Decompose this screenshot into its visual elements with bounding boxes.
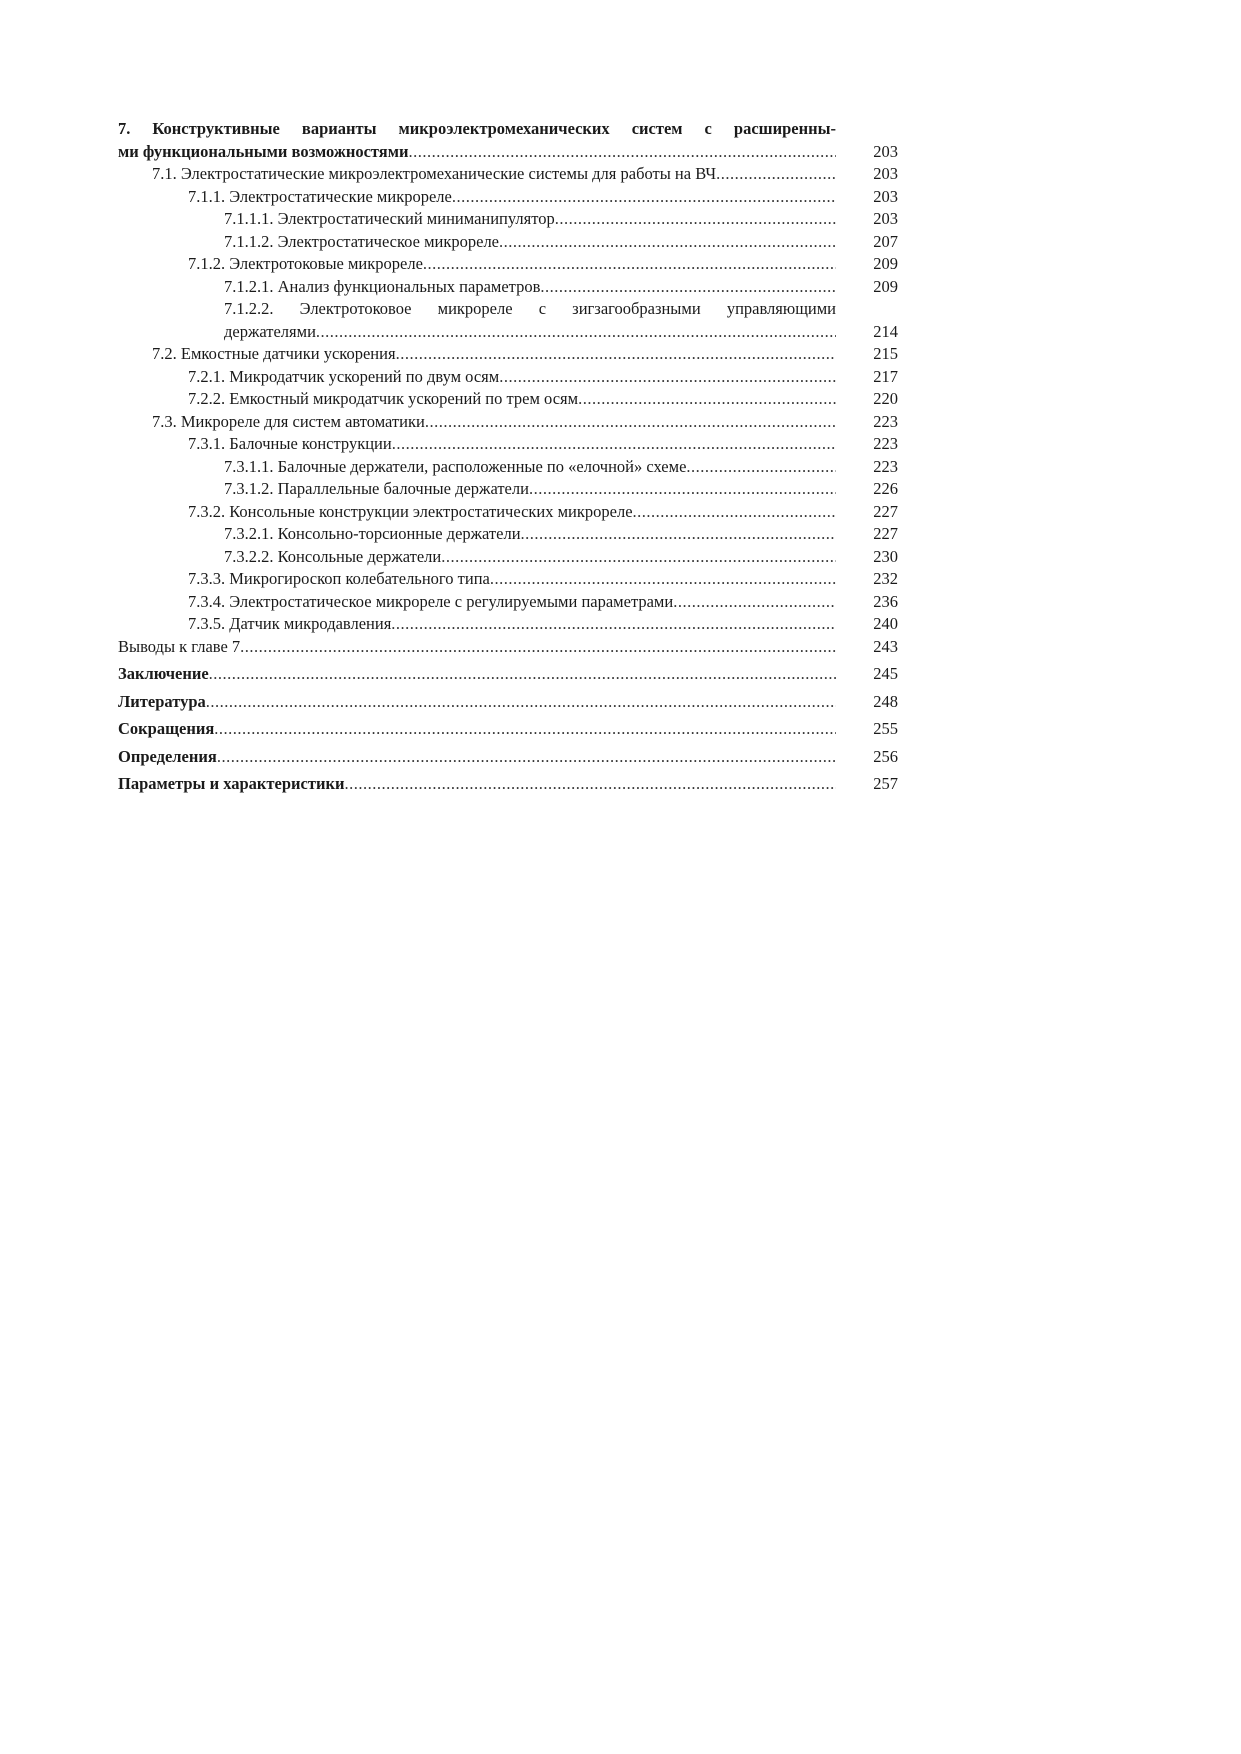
toc-page-number: 227 bbox=[873, 524, 898, 543]
toc-page-number: 255 bbox=[873, 719, 898, 738]
toc-entry-title: 7.3.4. Электростатическое микрореле с регулируемыми параметрами bbox=[188, 591, 674, 611]
toc-entry-title-line1: 7. Конструктивные варианты микроэлектромеханических систем с расширенны- bbox=[118, 119, 836, 138]
toc-entry-title: Параметры и характеристики bbox=[118, 774, 345, 793]
toc-entry-7-3-1 bbox=[118, 433, 898, 456]
dot-leader bbox=[214, 718, 836, 741]
dot-leader bbox=[673, 591, 836, 614]
toc-entry-conclusions-7 bbox=[118, 636, 898, 659]
dot-leader bbox=[344, 773, 836, 796]
dot-leader bbox=[240, 636, 836, 659]
dot-leader bbox=[423, 253, 836, 276]
toc-entry-7-2-2 bbox=[118, 388, 898, 411]
dot-leader bbox=[499, 366, 836, 389]
toc-entry-title: 7.2.1. Микродатчик ускорений по двум осям bbox=[188, 366, 500, 386]
toc-page-number: 257 bbox=[873, 774, 898, 793]
toc-entry-title-line2: ми функциональными возможностями bbox=[118, 141, 409, 161]
toc-entry-7-1 bbox=[118, 163, 898, 186]
toc-page-number: 236 bbox=[873, 591, 898, 611]
toc-page-number: 232 bbox=[873, 569, 898, 588]
table-of-contents bbox=[118, 118, 898, 796]
toc-entry-title: 7.3.2.1. Консольно-торсионные держатели bbox=[224, 524, 521, 543]
toc-entry-definitions bbox=[118, 746, 898, 769]
toc-entry-title: 7.1.2.1. Анализ функциональных параметров bbox=[224, 276, 541, 296]
toc-page-number: 209 bbox=[873, 254, 898, 273]
toc-page-number: 217 bbox=[873, 366, 898, 386]
toc-entry-7-1-2-2 bbox=[118, 298, 898, 343]
dot-leader bbox=[633, 501, 836, 524]
toc-page-number: 256 bbox=[873, 746, 898, 766]
toc-entry-title: 7.1.1.2. Электростатическое микрореле bbox=[224, 231, 500, 251]
toc-entry-7-1-2-1 bbox=[118, 276, 898, 299]
toc-entry-7-3-5 bbox=[118, 613, 898, 636]
toc-entry-title: Определения bbox=[118, 746, 217, 766]
dot-leader bbox=[391, 613, 836, 636]
toc-entry-title: Выводы к главе 7 bbox=[118, 636, 241, 656]
dot-leader bbox=[521, 523, 836, 546]
toc-page-number: 230 bbox=[873, 546, 898, 566]
toc-entry-title: 7.3.1. Балочные конструкции bbox=[188, 434, 392, 453]
toc-page-number: 209 bbox=[873, 276, 898, 296]
toc-entry-title: Сокращения bbox=[118, 719, 215, 738]
toc-page-number: 226 bbox=[873, 479, 898, 498]
toc-page-number: 207 bbox=[873, 231, 898, 251]
toc-page-number: 223 bbox=[873, 434, 898, 453]
dot-leader bbox=[408, 141, 836, 164]
toc-page-number: 223 bbox=[873, 456, 898, 476]
toc-entry-7-3-2 bbox=[118, 501, 898, 524]
dot-leader bbox=[217, 746, 836, 769]
dot-leader bbox=[206, 691, 836, 714]
toc-entry-7-3 bbox=[118, 411, 898, 434]
toc-entry-7-2 bbox=[118, 343, 898, 366]
dot-leader bbox=[555, 208, 836, 231]
toc-entry-title: 7.2.2. Емкостный микродатчик ускорений по трем осям bbox=[188, 389, 579, 408]
toc-page-number: 248 bbox=[873, 691, 898, 711]
toc-page-number: 240 bbox=[873, 614, 898, 633]
toc-entry-title: Заключение bbox=[118, 664, 209, 683]
toc-entry-title-line1: 7.1.2.2. Электротоковое микрореле с зигзагообразными управляющими bbox=[224, 299, 836, 318]
toc-entry-title: 7.3. Микрореле для систем автоматики bbox=[152, 411, 425, 431]
toc-entry-title: 7.1.2. Электротоковые микрореле bbox=[188, 254, 423, 273]
toc-page-number: 220 bbox=[873, 389, 898, 408]
toc-page-number: 203 bbox=[873, 186, 898, 206]
dot-leader bbox=[396, 343, 836, 366]
toc-entry-7-3-3 bbox=[118, 568, 898, 591]
toc-entry-7-3-4 bbox=[118, 591, 898, 614]
dot-leader bbox=[441, 546, 836, 569]
toc-entry-title: 7.3.1.1. Балочные держатели, расположенные по «елочной» схеме bbox=[224, 456, 687, 476]
toc-entry-literature bbox=[118, 691, 898, 714]
toc-page-number: 214 bbox=[873, 321, 898, 341]
toc-entry-7-3-2-2 bbox=[118, 546, 898, 569]
toc-entry-7-3-1-2 bbox=[118, 478, 898, 501]
dot-leader bbox=[316, 321, 836, 344]
toc-entry-title: 7.2. Емкостные датчики ускорения bbox=[152, 344, 396, 363]
dot-leader bbox=[499, 231, 836, 254]
dot-leader bbox=[716, 163, 836, 186]
dot-leader bbox=[425, 411, 836, 434]
toc-entry-title: 7.3.2. Консольные конструкции электростатических микрореле bbox=[188, 501, 633, 521]
toc-entry-title: 7.3.3. Микрогироскоп колебательного типа bbox=[188, 569, 490, 588]
dot-leader bbox=[540, 276, 836, 299]
toc-page-number: 243 bbox=[873, 636, 898, 656]
toc-entry-title: 7.1. Электростатические микроэлектромеханические системы для работы на ВЧ bbox=[152, 164, 717, 183]
toc-entry-7-1-2 bbox=[118, 253, 898, 276]
dot-leader bbox=[209, 663, 836, 686]
toc-entry-7-3-2-1 bbox=[118, 523, 898, 546]
toc-entry-7-3-1-1 bbox=[118, 456, 898, 479]
toc-entry-title: 7.3.2.2. Консольные держатели bbox=[224, 546, 442, 566]
dot-leader bbox=[452, 186, 836, 209]
dot-leader bbox=[392, 433, 836, 456]
toc-entry-title: 7.3.1.2. Параллельные балочные держатели bbox=[224, 479, 529, 498]
dot-leader bbox=[578, 388, 836, 411]
toc-entry-title: 7.1.1.1. Электростатический миниманипулятор bbox=[224, 209, 555, 228]
toc-entry-abbreviations bbox=[118, 718, 898, 741]
toc-page-number: 245 bbox=[873, 664, 898, 683]
toc-page-number: 203 bbox=[873, 141, 898, 161]
toc-page-number: 227 bbox=[873, 501, 898, 521]
toc-entry-7-1-1 bbox=[118, 186, 898, 209]
dot-leader bbox=[529, 478, 836, 501]
dot-leader bbox=[686, 456, 836, 479]
dot-leader bbox=[490, 568, 836, 591]
toc-page-number: 203 bbox=[873, 164, 898, 183]
toc-entry-7-1-1-1 bbox=[118, 208, 898, 231]
toc-page-number: 203 bbox=[873, 209, 898, 228]
toc-entry-chapter-7 bbox=[118, 118, 898, 163]
toc-entry-7-1-1-2 bbox=[118, 231, 898, 254]
toc-entry-title: Литература bbox=[118, 691, 206, 711]
toc-entry-parameters bbox=[118, 773, 898, 796]
toc-page-number: 215 bbox=[873, 344, 898, 363]
toc-entry-conclusion bbox=[118, 663, 898, 686]
toc-entry-title-line2: держателями bbox=[224, 321, 316, 341]
toc-entry-title: 7.3.5. Датчик микродавления bbox=[188, 614, 392, 633]
toc-entry-title: 7.1.1. Электростатические микрореле bbox=[188, 186, 452, 206]
toc-page-number: 223 bbox=[873, 411, 898, 431]
toc-entry-7-2-1 bbox=[118, 366, 898, 389]
